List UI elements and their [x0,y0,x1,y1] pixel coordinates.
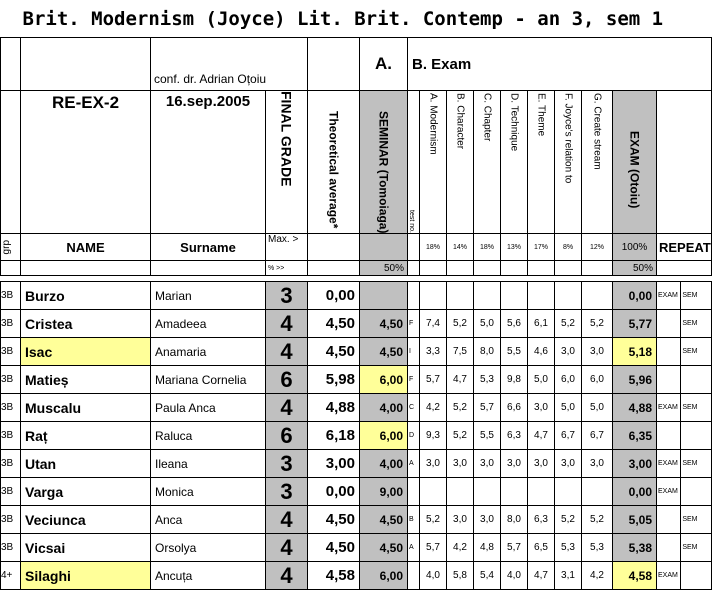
criterion-score [555,282,582,310]
criterion-score: 5,0 [528,366,555,394]
repeat-exam-flag: EXAM [657,282,681,310]
criterion-score: 3,0 [447,506,474,534]
student-row [1,422,712,450]
repeat-exam-flag [657,506,681,534]
section-a-label: A. [360,38,408,91]
student-surname: Anca [151,506,266,534]
criterion-score: 6,3 [528,506,555,534]
criterion-score [528,478,555,506]
seminar-grade: 4,50 [360,310,408,338]
weight-a: 18% [420,234,447,261]
test-tag: F [408,310,420,338]
seminar-grade: 4,50 [360,338,408,366]
criterion-score: 5,2 [555,310,582,338]
criterion-score: 5,2 [447,394,474,422]
student-row [1,534,712,562]
final-grade: 3 [266,478,308,506]
criterion-score: 4,7 [528,562,555,590]
exam-weight: 100% [613,234,657,261]
criterion-score [420,478,447,506]
criterion-score: 4,2 [420,394,447,422]
criterion-score: 6,1 [528,310,555,338]
seminar-grade: 4,00 [360,450,408,478]
criterion-score: 3,0 [501,450,528,478]
criterion-score: 5,4 [474,562,501,590]
test-no-header: test no. [408,210,415,234]
final-grade: 4 [266,394,308,422]
criterion-score: 4,2 [582,562,613,590]
repeat-exam-flag [657,422,681,450]
student-row [1,506,712,534]
repeat-exam-flag [657,310,681,338]
criterion-d-header: D. Technique [508,93,520,152]
exam-grade: 0,00 [613,282,657,310]
final-grade: 4 [266,562,308,590]
final-grade: 4 [266,534,308,562]
grp-cell: 3B [1,506,21,534]
criterion-score: 6,5 [528,534,555,562]
criterion-score: 5,6 [501,310,528,338]
criterion-score: 3,0 [474,450,501,478]
theoretical-average: 4,50 [308,338,360,366]
student-name: Isac [21,338,151,366]
criterion-score [447,478,474,506]
exam-grade: 5,77 [613,310,657,338]
grp-cell: 3B [1,478,21,506]
student-surname: Amadeea [151,310,266,338]
repeat-exam-flag: EXAM [657,450,681,478]
criterion-e-header: E. Theme [535,93,547,137]
weight-g: 12% [582,234,613,261]
test-tag [408,562,420,590]
student-row [1,282,712,310]
criterion-score: 3,0 [528,394,555,422]
seminar-grade: 4,50 [360,506,408,534]
criterion-f-header: F. Joyce's relation to [562,93,574,184]
criterion-score [420,282,447,310]
test-tag: A [408,534,420,562]
test-tag [408,282,420,310]
criterion-score: 5,3 [555,534,582,562]
criterion-score: 8,0 [474,338,501,366]
exam-pct: 50% [613,261,657,276]
criterion-score: 5,7 [474,394,501,422]
seminar-grade [360,282,408,310]
criterion-score [447,282,474,310]
criterion-c-header: C. Chapter [481,93,493,142]
grp-cell: 4+ [1,562,21,590]
grp-cell: 3B [1,534,21,562]
student-name: Silaghi [21,562,151,590]
student-name: Raț [21,422,151,450]
criterion-score: 3,3 [420,338,447,366]
test-tag: A [408,450,420,478]
weight-d: 13% [501,234,528,261]
theoretical-average: 4,88 [308,394,360,422]
grp-cell: 3B [1,366,21,394]
theoretical-average: 5,98 [308,366,360,394]
student-surname: Monica [151,478,266,506]
repeat-seminar-flag [681,422,712,450]
criterion-score: 4,7 [528,422,555,450]
theoretical-average: 6,18 [308,422,360,450]
repeat-seminar-flag: SEM [681,282,712,310]
repeat-seminar-flag: SEM [681,506,712,534]
seminar-grade: 9,00 [360,478,408,506]
repeat-seminar-flag: SEM [681,534,712,562]
test-tag: D [408,422,420,450]
max-label: Max. > [266,234,308,261]
criterion-score: 3,0 [420,450,447,478]
weight-c: 18% [474,234,501,261]
criterion-score [582,282,613,310]
exam-grade: 5,18 [613,338,657,366]
repeat-header: REPEAT [657,234,712,261]
criterion-score: 6,7 [582,422,613,450]
criterion-score: 3,0 [474,506,501,534]
repeat-exam-flag [657,366,681,394]
final-grade-header: FINAL GRADE [278,91,295,187]
repeat-seminar-flag [681,478,712,506]
repeat-seminar-flag: SEM [681,394,712,422]
repeat-exam-flag: EXAM [657,562,681,590]
criterion-score: 4,6 [528,338,555,366]
repeat-seminar-flag [681,366,712,394]
criterion-a-header: A. Modernism [427,93,439,155]
student-name: Varga [21,478,151,506]
student-surname: Paula Anca [151,394,266,422]
lecturer-name: conf. dr. Adrian Oțoiu [151,38,308,91]
criterion-score: 3,1 [555,562,582,590]
repeat-exam-flag: EXAM [657,478,681,506]
criterion-score: 5,0 [474,310,501,338]
student-name: Matieș [21,366,151,394]
criterion-score [474,478,501,506]
grp-cell: 3B [1,450,21,478]
pct-label: % >> [266,261,308,276]
surname-header: Surname [151,234,266,261]
student-row [1,338,712,366]
exam-grade: 5,05 [613,506,657,534]
criterion-score: 5,5 [501,338,528,366]
criterion-score: 3,0 [555,450,582,478]
student-surname: Marian [151,282,266,310]
criterion-score [501,282,528,310]
student-row [1,310,712,338]
criterion-score: 5,0 [582,394,613,422]
seminar-grade: 6,00 [360,366,408,394]
theoretical-average: 0,00 [308,282,360,310]
criterion-score [555,478,582,506]
criterion-score: 5,2 [447,310,474,338]
repeat-seminar-flag: SEM [681,310,712,338]
repeat-exam-flag: EXAM [657,394,681,422]
student-name: Muscalu [21,394,151,422]
criterion-score: 5,2 [582,506,613,534]
weight-f: 8% [555,234,582,261]
section-b-label: B. Exam [408,38,712,91]
final-grade: 3 [266,282,308,310]
criterion-score: 6,0 [555,366,582,394]
exam-code: RE-EX-2 [21,91,151,234]
theoretical-average: 4,50 [308,534,360,562]
student-row [1,366,712,394]
student-surname: Mariana Cornelia [151,366,266,394]
criterion-score: 7,4 [420,310,447,338]
test-tag: I [408,338,420,366]
criterion-score: 4,7 [447,366,474,394]
test-tag: B [408,506,420,534]
theoretical-average: 0,00 [308,478,360,506]
criterion-score [474,282,501,310]
criterion-score: 5,7 [420,534,447,562]
criterion-g-header: G. Create stream [591,93,603,170]
criterion-score: 5,5 [474,422,501,450]
criterion-score: 5,0 [555,394,582,422]
grp-cell: 3B [1,394,21,422]
test-tag: C [408,394,420,422]
student-row [1,562,712,590]
weight-b: 14% [447,234,474,261]
exam-grade: 3,00 [613,450,657,478]
criterion-score: 3,0 [555,338,582,366]
grp-cell: 3B [1,338,21,366]
exam-grade: 5,38 [613,534,657,562]
student-name: Veciunca [21,506,151,534]
seminar-grade: 6,00 [360,562,408,590]
seminar-pct: 50% [360,261,408,276]
criterion-score: 4,8 [474,534,501,562]
criterion-score: 5,2 [582,310,613,338]
name-header: NAME [21,234,151,261]
exam-grade: 0,00 [613,478,657,506]
criterion-score: 5,7 [501,534,528,562]
criterion-score: 6,3 [501,422,528,450]
repeat-exam-flag [657,338,681,366]
student-name: Vicsai [21,534,151,562]
student-surname: Ancuța [151,562,266,590]
exam-grade: 4,58 [613,562,657,590]
student-name: Utan [21,450,151,478]
final-grade: 3 [266,450,308,478]
grp-header: grp [1,240,12,255]
student-row [1,394,712,422]
criterion-score [501,478,528,506]
criterion-score: 3,0 [582,338,613,366]
criterion-score: 3,0 [528,450,555,478]
final-grade: 6 [266,366,308,394]
sheet-title: Brit. Modernism (Joyce) Lit. Brit. Contemp - an 3, sem 1 [1,0,712,38]
criterion-score: 8,0 [501,506,528,534]
criterion-score: 9,3 [420,422,447,450]
student-row [1,478,712,506]
weight-e: 17% [528,234,555,261]
criterion-score: 4,0 [501,562,528,590]
criterion-score: 7,5 [447,338,474,366]
student-surname: Ileana [151,450,266,478]
criterion-score: 5,2 [447,422,474,450]
test-tag [408,478,420,506]
criterion-score: 5,2 [420,506,447,534]
criterion-score: 4,0 [420,562,447,590]
theoretical-average: 4,50 [308,310,360,338]
criterion-b-header: B. Character [454,93,466,150]
student-surname: Orsolya [151,534,266,562]
criterion-score: 5,7 [420,366,447,394]
criterion-score: 6,7 [555,422,582,450]
criterion-score: 9,8 [501,366,528,394]
theoretical-average-header: Theoretical average* [326,111,341,229]
criterion-score: 5,2 [555,506,582,534]
criterion-score: 4,2 [447,534,474,562]
grp-cell: 3B [1,310,21,338]
criterion-score [582,478,613,506]
criterion-score: 3,0 [582,450,613,478]
repeat-seminar-flag: SEM [681,338,712,366]
criterion-score: 6,6 [501,394,528,422]
seminar-grade: 4,50 [360,534,408,562]
seminar-grade: 4,00 [360,394,408,422]
exam-grade: 6,35 [613,422,657,450]
final-grade: 6 [266,422,308,450]
criterion-score: 5,3 [582,534,613,562]
repeat-seminar-flag: SEM [681,450,712,478]
theoretical-average: 4,50 [308,506,360,534]
seminar-header: SEMINAR (Tomoiaga) [376,111,391,234]
final-grade: 4 [266,338,308,366]
student-surname: Anamaria [151,338,266,366]
exam-header: EXAM (Otoiu) [627,131,642,209]
repeat-exam-flag [657,534,681,562]
student-name: Burzo [21,282,151,310]
criterion-score: 5,8 [447,562,474,590]
theoretical-average: 3,00 [308,450,360,478]
exam-grade: 4,88 [613,394,657,422]
test-tag: F [408,366,420,394]
exam-date: 16.sep.2005 [151,91,266,234]
exam-grade: 5,96 [613,366,657,394]
final-grade: 4 [266,506,308,534]
theoretical-average: 4,58 [308,562,360,590]
student-surname: Raluca [151,422,266,450]
student-name: Cristea [21,310,151,338]
criterion-score: 5,3 [474,366,501,394]
seminar-grade: 6,00 [360,422,408,450]
criterion-score: 6,0 [582,366,613,394]
repeat-seminar-flag [681,562,712,590]
criterion-score: 3,0 [447,450,474,478]
student-row [1,450,712,478]
grp-cell: 3B [1,422,21,450]
criterion-score [528,282,555,310]
grp-cell: 3B [1,282,21,310]
final-grade: 4 [266,310,308,338]
